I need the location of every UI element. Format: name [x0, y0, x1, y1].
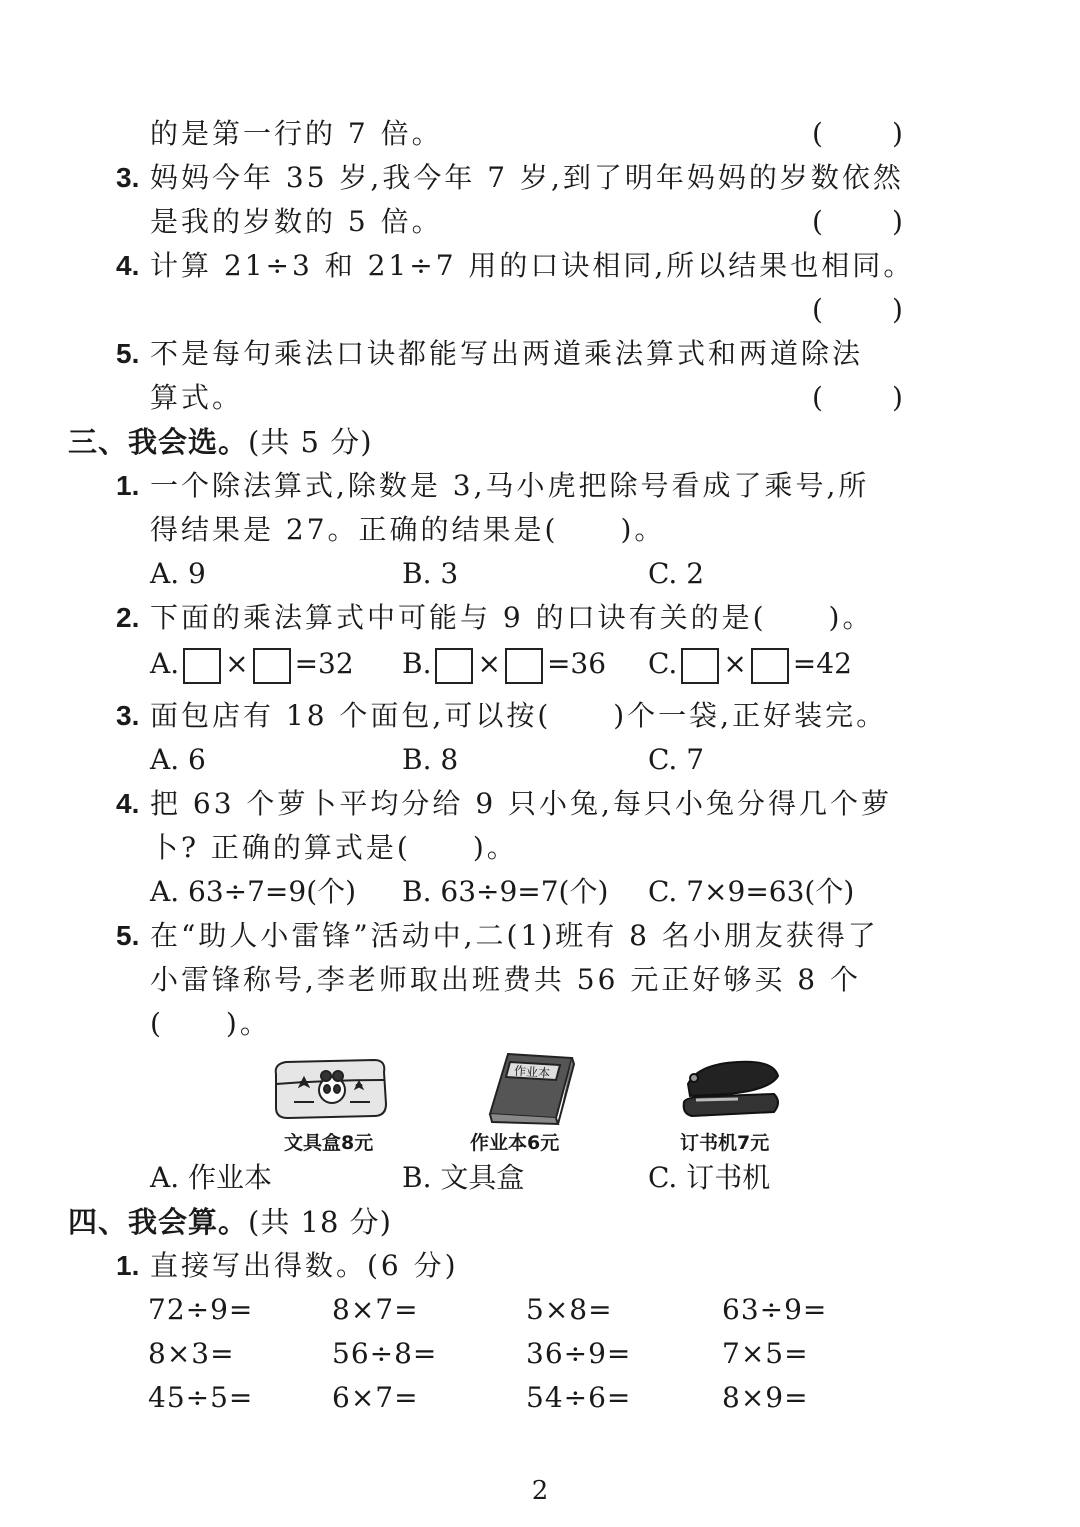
- s3-q2-line1: 下面的乘法算式中可能与 9 的口诀有关的是( )。: [150, 601, 874, 634]
- s3-q4-option-a[interactable]: A. 63÷7=9(个): [150, 875, 357, 908]
- calc-item[interactable]: 56÷8=: [332, 1337, 438, 1370]
- s3-q1-option-c[interactable]: C. 2: [648, 557, 705, 590]
- blank-box[interactable]: [751, 648, 789, 684]
- calc-item[interactable]: 5×8=: [526, 1293, 613, 1326]
- blank-box[interactable]: [435, 648, 473, 684]
- s3-q1-option-b[interactable]: B. 3: [402, 557, 459, 590]
- calc-item[interactable]: 63÷9=: [722, 1293, 828, 1326]
- s3-q3-number: 3.: [116, 700, 140, 731]
- s3-q4-number: 4.: [116, 788, 140, 819]
- calc-item[interactable]: 7×5=: [722, 1337, 809, 1370]
- section3-score: (共 5 分): [248, 425, 373, 459]
- q3-number: 3.: [116, 162, 140, 193]
- blank-box[interactable]: [505, 648, 543, 684]
- s3-q2-option-a[interactable]: A. × =32: [150, 646, 354, 684]
- s3-q4-option-b[interactable]: B. 63÷9=7(个): [402, 875, 609, 908]
- s3-q1-number: 1.: [116, 470, 140, 501]
- calc-item[interactable]: 8×3=: [148, 1337, 235, 1370]
- s3-q1-line1: 一个除法算式,除数是 3,马小虎把除号看成了乘号,所: [150, 469, 870, 502]
- calc-item[interactable]: 45÷5=: [148, 1381, 254, 1414]
- q5-text-line1: 不是每句乘法口诀都能写出两道乘法算式和两道除法: [150, 337, 864, 370]
- calc-item[interactable]: 54÷6=: [526, 1381, 632, 1414]
- section4-title: 四、我会算。: [68, 1205, 249, 1239]
- s3-q5-line1: 在“助人小雷锋”活动中,二(1)班有 8 名小朋友获得了: [150, 919, 879, 952]
- q3-text-line2: 是我的岁数的 5 倍。: [150, 205, 443, 238]
- s3-q2-number: 2.: [116, 602, 140, 633]
- calc-item[interactable]: 6×7=: [332, 1381, 419, 1414]
- s3-q5-option-a[interactable]: A. 作业本: [150, 1161, 273, 1194]
- calc-item[interactable]: 72÷9=: [148, 1293, 254, 1326]
- s4-q1-number: 1.: [116, 1250, 140, 1281]
- s3-q5-option-c[interactable]: C. 订书机: [648, 1161, 771, 1194]
- s3-q2-option-b[interactable]: B. × =36: [402, 646, 606, 684]
- section3-heading: [68, 424, 373, 460]
- s4-q1-line1: 直接写出得数。(6 分): [150, 1249, 459, 1282]
- blank-box[interactable]: [253, 648, 291, 684]
- calc-item[interactable]: 8×7=: [332, 1293, 419, 1326]
- pencil-case-icon: [270, 1054, 390, 1124]
- s3-q3-option-a[interactable]: A. 6: [150, 743, 206, 776]
- calc-item[interactable]: 36÷9=: [526, 1337, 632, 1370]
- s3-q1-option-a[interactable]: A. 9: [150, 557, 206, 590]
- s3-q2-option-c[interactable]: C. × =42: [648, 646, 852, 684]
- s3-q4-line2: 卜? 正确的算式是( )。: [150, 831, 518, 864]
- section4-score: (共 18 分): [248, 1205, 392, 1239]
- s3-q5-number: 5.: [116, 920, 140, 951]
- calc-item[interactable]: 8×9=: [722, 1381, 809, 1414]
- q2-continuation: 的是第一行的 7 倍。: [150, 117, 443, 150]
- q4-number: 4.: [116, 250, 140, 281]
- exercise-book-caption: 作业本6元: [470, 1132, 560, 1154]
- q5-text-line2: 算式。: [150, 381, 244, 414]
- s3-q3-option-b[interactable]: B. 8: [402, 743, 459, 776]
- pencil-case-caption: 文具盒8元: [284, 1132, 374, 1154]
- s3-q3-line1: 面包店有 18 个面包,可以按( )个一袋,正好装完。: [150, 699, 888, 732]
- s3-q5-line2: 小雷锋称号,李老师取出班费共 56 元正好够买 8 个: [150, 963, 861, 996]
- stapler-icon: [678, 1056, 788, 1124]
- s3-q1-line2: 得结果是 27。正确的结果是( )。: [150, 513, 666, 546]
- blank-box[interactable]: [183, 648, 221, 684]
- q5-number: 5.: [116, 338, 140, 369]
- s3-q5-option-b[interactable]: B. 文具盒: [402, 1161, 525, 1194]
- s3-q4-option-c[interactable]: C. 7×9=63(个): [648, 875, 855, 908]
- exercise-book-label: 作业本: [513, 1063, 551, 1081]
- s3-q4-line1: 把 63 个萝卜平均分给 9 只小兔,每只小兔分得几个萝: [150, 787, 892, 820]
- exercise-book-icon: [480, 1048, 580, 1126]
- q4-text-line1: 计算 21÷3 和 21÷7 用的口诀相同,所以结果也相同。: [150, 249, 915, 282]
- page-number: 2: [531, 1476, 549, 1506]
- q3-text-line1: 妈妈今年 35 岁,我今年 7 岁,到了明年妈妈的岁数依然: [150, 161, 904, 194]
- stapler-caption: 订书机7元: [680, 1132, 770, 1154]
- s3-q5-line3: ( )。: [150, 1007, 271, 1040]
- s3-q3-option-c[interactable]: C. 7: [648, 743, 705, 776]
- blank-box[interactable]: [681, 648, 719, 684]
- section4-heading: [68, 1204, 392, 1240]
- section3-title: 三、我会选。: [68, 425, 249, 459]
